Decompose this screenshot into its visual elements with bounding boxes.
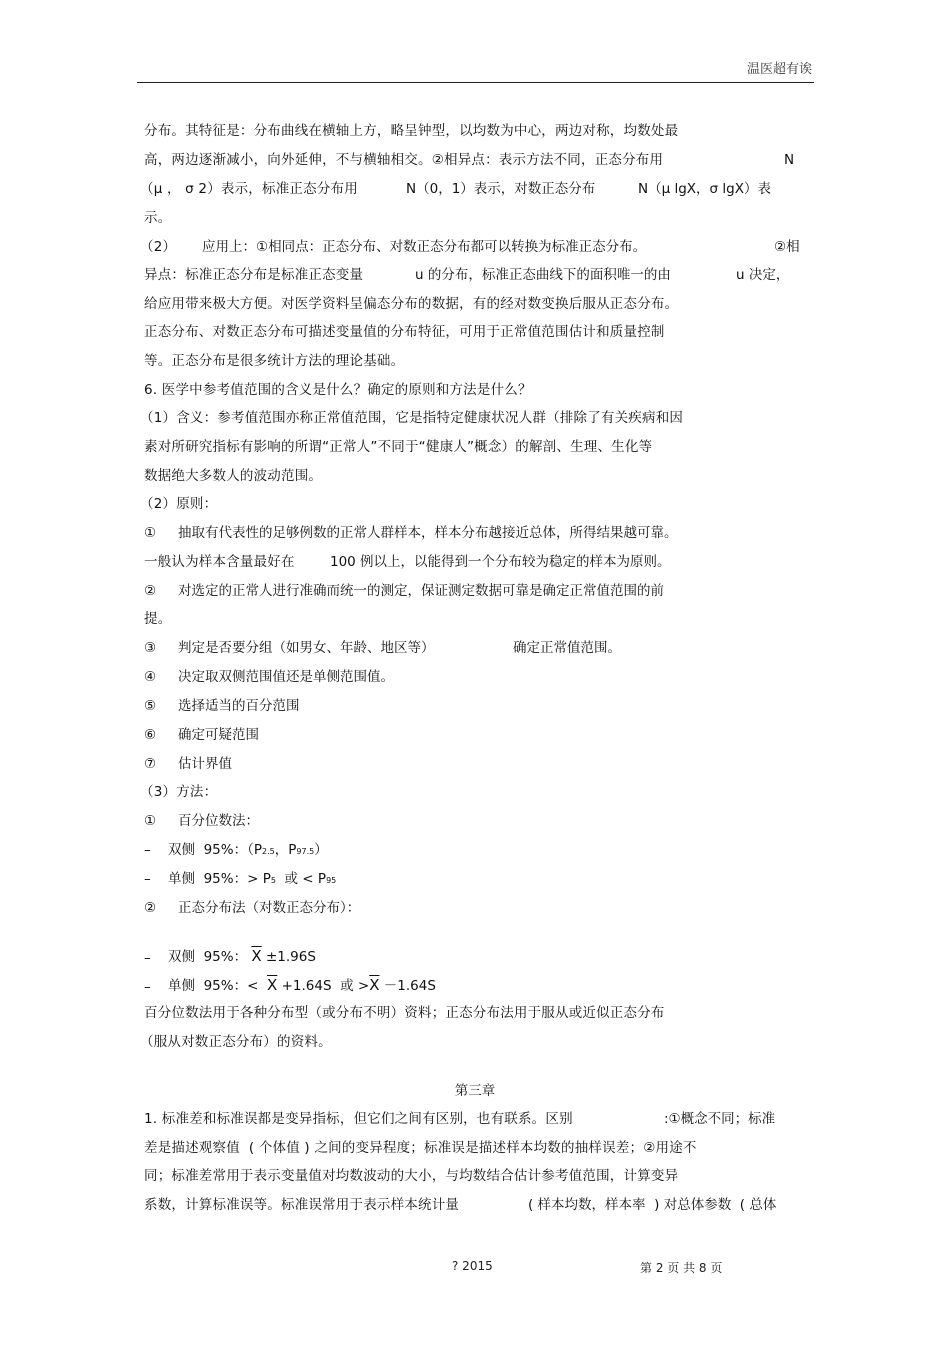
dash-marker: –	[144, 842, 151, 858]
list-item-text: 百分位数法：	[178, 813, 259, 829]
dash-marker: –	[144, 979, 151, 995]
text-line: 提。	[144, 611, 172, 627]
list-marker: ④	[144, 669, 157, 685]
header-title: 温医超有诶	[746, 62, 812, 77]
list-item-text: 决定取双侧范围值还是单侧范围值。	[178, 669, 394, 685]
text-line: 等。正态分布是很多统计方法的理论基础。	[144, 353, 405, 369]
text-fragment: 100 例以上，以能得到一个分布较为稳定的样本为原则。	[330, 554, 671, 570]
text-line: （2）	[140, 239, 177, 255]
text-fragment: u 决定，	[736, 267, 790, 283]
text-fragment: u 的分布，标准正态曲线下的面积唯一的由	[415, 267, 671, 283]
text-line: 1. 标准差和标准误都是变异指标，但它们之间有区别，也有联系。区别	[144, 1111, 573, 1127]
question-heading: 6. 医学中参考值范围的含义是什么？确定的原则和方法是什么？	[144, 382, 532, 398]
chapter-heading: 第三章	[454, 1083, 496, 1099]
footer-year: ? 2015	[452, 1259, 493, 1273]
header-divider	[137, 82, 814, 83]
text-fragment: 应用上：①相同点：正态分布、对数正态分布都可以转换为标准正态分布。	[202, 239, 647, 255]
list-marker: ⑦	[144, 756, 157, 772]
list-item-text: 正态分布法（对数正态分布）：	[178, 900, 361, 916]
text-line: 差是描述观察值 ( 个体值 ) 之间的变异程度；标准误是描述样本均数的抽样误差；②用途不	[144, 1140, 697, 1156]
text-line: 示。	[144, 210, 172, 226]
footer-page-number: 第 2 页 共 8 页	[640, 1261, 723, 1275]
section-heading: （3）方法：	[140, 784, 218, 800]
text-fragment: :①概念不同；标准	[664, 1111, 776, 1127]
list-marker: ②	[144, 583, 157, 599]
text-line: 高，两边逐渐减小，向外延伸，不与横轴相交。②相异点：表示方法不同，正态分布用	[144, 152, 664, 168]
text-line: 系数，计算标准误等。标准误常用于表示样本统计量	[144, 1197, 460, 1213]
text-fragment: N（μ lgX，σ lgX）表	[638, 181, 771, 197]
list-marker: ②	[144, 900, 157, 916]
text-fragment: 确定正常值范围。	[513, 640, 621, 656]
text-line: 数据绝大多数人的波动范围。	[144, 468, 323, 484]
formula-line: 单侧 95%：> P5 或 < P95	[168, 871, 337, 887]
list-marker: ①	[144, 813, 157, 829]
text-line: 异点：标准正态分布是标准正态变量	[144, 267, 364, 283]
text-line: 给应用带来极大方便。对医学资料呈偏态分布的数据，有的经对数变换后服从正态分布。	[144, 296, 679, 312]
text-line: （服从对数正态分布）的资料。	[140, 1034, 332, 1050]
list-item-text: 确定可疑范围	[178, 727, 259, 743]
dash-marker: –	[144, 871, 151, 887]
list-item-text: 估计界值	[178, 756, 232, 772]
text-line: 素对所研究指标有影响的所谓“正常人”不同于“健康人”概念）的解剖、生理、生化等	[144, 439, 653, 455]
text-fragment: ②相	[774, 239, 800, 255]
text-line: （1）含义：参考值范围亦称正常值范围，它是指特定健康状况人群（排除了有关疾病和因	[140, 410, 684, 426]
text-fragment: N	[784, 152, 795, 168]
section-heading: （2）原则：	[140, 496, 218, 512]
formula-line: 双侧 95%： $\overline{X} \pm 1.96S$	[168, 947, 316, 965]
dash-marker: –	[144, 950, 151, 966]
text-line: （μ ， σ 2）表示，标准正态分布用	[140, 181, 358, 197]
list-item-text: 判定是否要分组（如男女、年龄、地区等）	[178, 640, 435, 656]
text-line: 分布。其特征是：分布曲线在横轴上方，略呈钟型，以均数为中心，两边对称，均数处最	[144, 123, 679, 139]
list-marker: ③	[144, 640, 157, 656]
list-item-text: 抽取有代表性的足够例数的正常人群样本，样本分布越接近总体，所得结果越可靠。	[178, 525, 678, 541]
list-marker: ①	[144, 525, 157, 541]
list-marker: ⑥	[144, 727, 157, 743]
formula-line: 双侧 95%：（P2.5，P97.5）	[168, 842, 328, 858]
text-line: 一般认为样本含量最好在	[144, 554, 295, 570]
list-item-text: 选择适当的百分范围	[178, 698, 300, 714]
text-line: 正态分布、对数正态分布可描述变量值的分布特征，可用于正常值范围估计和质量控制	[144, 324, 665, 340]
text-fragment: N（0，1）表示，对数正态分布	[406, 181, 596, 197]
text-fragment: ( 样本均数，样本率 ) 对总体参数 ( 总体	[528, 1197, 777, 1213]
text-line: 百分位数法用于各种分布型（或分布不明）资料；正态分布法用于服从或近似正态分布	[144, 1005, 665, 1021]
list-item-text: 对选定的正常人进行准确而统一的测定，保证测定数据可靠是确定正常值范围的前	[178, 583, 664, 599]
text-line: 同；标准差常用于表示变量值对均数波动的大小，与均数结合估计参考值范围，计算变异	[144, 1168, 679, 1184]
formula-line: 单侧 95%：< $\overline{X} +1.64S$ 或 $>\overline{X} -1.64S$	[168, 976, 436, 994]
list-marker: ⑤	[144, 698, 157, 714]
